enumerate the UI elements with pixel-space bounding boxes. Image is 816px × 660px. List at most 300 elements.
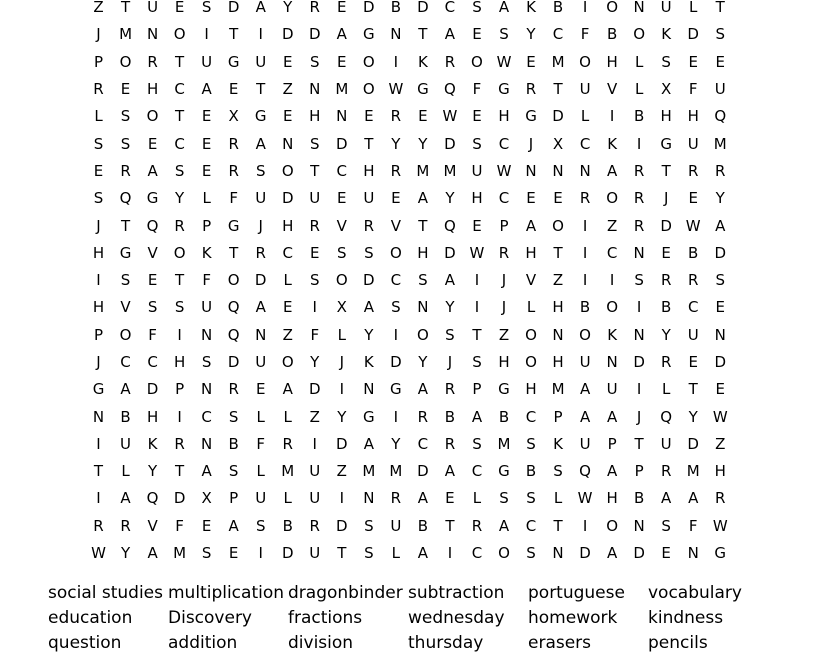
grid-letter: L [202,189,211,208]
grid-letter: E [201,161,212,180]
grid-letter: Y [283,0,293,17]
word-bank-item: thursday [408,633,484,653]
grid-letter: Q [660,407,673,426]
grid-letter: R [228,161,239,180]
grid-letter: N [552,544,564,563]
grid-letter: A [255,298,266,317]
grid-letter: R [471,516,483,535]
grid-letter: T [688,380,698,399]
grid-letter: U [255,189,267,208]
word-bank-item: kindness [648,608,724,628]
grid-letter: L [634,52,644,71]
grid-letter: M [686,462,700,481]
grid-letter: Z [309,407,320,426]
grid-letter: H [687,107,699,126]
grid-letter: B [282,516,293,535]
grid-letter: X [336,298,347,317]
grid-letter: T [175,107,185,126]
grid-letter: T [553,80,563,99]
grid-letter: H [552,298,564,317]
grid-letter: U [147,0,159,17]
grid-letter: I [609,107,615,126]
grid-letter: D [254,271,267,290]
grid-letter: W [91,544,106,563]
grid-letter: O [146,107,159,126]
grid-letter: Y [147,462,158,481]
grid-letter: N [255,325,267,344]
grid-letter: N [417,298,429,317]
grid-letter: E [282,52,293,71]
word-bank-item: vocabulary [648,583,742,603]
grid-letter: W [685,216,701,235]
grid-letter: E [364,107,374,126]
grid-letter: C [417,434,429,453]
grid-letter: A [417,544,429,563]
grid-letter: R [147,52,158,71]
grid-letter: T [120,0,131,17]
grid-letter: D [552,107,564,126]
grid-letter: T [418,25,428,44]
grid-letter: H [282,216,294,235]
grid-letter: U [309,462,321,481]
grid-letter: B [417,516,429,535]
grid-letter: A [661,489,672,508]
grid-letter: S [201,0,212,17]
word-bank-item: portuguese [528,583,625,603]
grid-letter: U [606,380,618,399]
grid-letter: O [362,52,375,71]
grid-letter: R [228,134,239,153]
word-bank-item: subtraction [408,583,505,603]
grid-letter: K [147,434,158,453]
grid-letter: S [93,134,104,153]
grid-letter: Y [418,134,428,153]
grid-letter: G [92,380,105,399]
grid-letter: O [173,25,186,44]
grid-letter: E [472,25,482,44]
grid-letter: U [471,161,483,180]
grid-letter: Y [661,325,671,344]
grid-letter: O [173,243,186,262]
word-bank-item: division [288,633,354,653]
grid-letter: Z [282,80,293,99]
grid-letter: F [256,434,266,453]
grid-letter: I [636,380,642,399]
grid-letter: S [526,489,536,508]
grid-letter: J [501,271,507,290]
grid-letter: M [119,25,133,44]
grid-letter: S [526,544,536,563]
grid-letter: D [660,216,672,235]
grid-letter: S [445,325,455,344]
grid-letter: V [525,271,537,290]
grid-letter: A [498,0,510,17]
grid-letter: A [471,407,483,426]
grid-letter: S [661,52,671,71]
grid-letter: B [525,462,537,481]
grid-letter: A [715,216,726,235]
grid-letter: I [636,298,642,317]
grid-letter: R [660,353,672,371]
grid-letter: P [93,325,104,344]
grid-letter: D [146,380,159,399]
grid-letter: Y [391,134,401,153]
grid-letter: I [474,271,480,290]
grid-letter: S [255,516,266,535]
grid-letter: G [498,462,510,481]
grid-letter: L [283,489,292,508]
grid-letter: P [472,380,482,399]
grid-letter: E [228,544,239,563]
grid-letter: R [715,489,726,508]
grid-letter: E [93,161,104,180]
grid-letter: L [121,462,130,481]
grid-letter: O [471,52,483,71]
grid-letter: N [363,489,375,508]
grid-letter: M [443,161,457,180]
grid-letter: P [175,380,185,399]
grid-letter: N [390,25,402,44]
grid-letter: C [174,134,185,153]
grid-letter: L [337,325,346,344]
grid-letter: R [93,516,104,535]
grid-letter: U [363,189,375,208]
word-bank-item: education [48,608,133,628]
grid-letter: C [201,407,212,426]
grid-letter: B [633,107,645,126]
grid-letter: K [661,25,672,44]
grid-letter: Y [715,189,725,208]
grid-letter: N [714,325,726,344]
grid-letter: R [715,161,726,180]
grid-letter: R [363,216,375,235]
grid-letter: N [525,161,537,180]
word-bank-item: wednesday [408,608,505,628]
grid-letter: S [661,516,671,535]
grid-letter: H [92,298,105,317]
grid-letter: D [417,0,429,17]
grid-letter: R [390,107,402,126]
grid-letter: C [120,353,131,371]
grid-letter: G [227,52,240,71]
grid-letter: M [497,434,511,453]
grid-letter: L [526,298,536,317]
grid-letter: U [255,52,267,71]
grid-letter: E [715,380,725,399]
grid-letter: P [93,52,104,71]
grid-letter: S [93,189,104,208]
grid-letter: I [393,407,399,426]
grid-letter: Q [227,325,240,344]
grid-letter: W [712,407,728,426]
grid-letter: O [362,80,375,99]
grid-letter: I [636,134,642,153]
grid-letter: S [472,0,482,17]
grid-letter: E [282,107,293,126]
grid-letter: H [498,107,510,126]
grid-letter: G [498,80,510,99]
grid-letter: X [661,80,672,99]
grid-letter: U [687,325,699,344]
grid-letter: U [579,353,591,371]
grid-letter: M [389,462,403,481]
grid-letter: C [687,298,699,317]
grid-letter: O [281,353,294,371]
grid-letter: Q [146,489,159,508]
grid-letter: I [258,25,263,44]
grid-letter: D [417,462,429,481]
grid-letter: E [661,544,671,563]
grid-letter: T [553,516,563,535]
grid-letter: I [582,516,588,535]
grid-letter: N [201,380,213,399]
word-bank-item: multiplication [168,583,285,603]
grid-letter: R [93,80,104,99]
grid-letter: N [606,353,618,371]
word-bank-item: addition [168,633,238,653]
grid-letter: S [364,516,374,535]
grid-letter: I [582,243,588,262]
grid-letter: T [634,434,644,453]
grid-letter: D [336,134,348,153]
grid-letter: I [447,544,453,563]
grid-letter: L [634,80,644,99]
grid-letter: Y [391,434,401,453]
grid-letter: S [553,462,563,481]
grid-letter: E [445,489,455,508]
grid-letter: W [388,80,404,99]
grid-letter: T [175,52,185,71]
grid-letter: D [390,353,402,371]
grid-letter: G [363,25,375,44]
grid-letter: N [92,407,105,426]
grid-letter: Y [445,189,455,208]
grid-letter: G [390,380,402,399]
grid-letter: S [499,489,509,508]
grid-letter: U [309,489,321,508]
grid-letter: P [634,462,644,481]
grid-letter: B [688,243,699,262]
grid-letter: L [580,107,590,126]
grid-letter: U [660,434,672,453]
grid-letter: S [310,271,320,290]
grid-letter: S [310,52,320,71]
grid-letter: B [661,298,672,317]
grid-letter: R [687,271,699,290]
grid-letter: Z [552,271,564,290]
grid-letter: W [577,489,593,508]
grid-letter: E [688,189,698,208]
grid-letter: I [204,25,209,44]
grid-letter: E [228,80,239,99]
grid-letter: A [255,0,266,17]
grid-letter: R [444,52,456,71]
grid-letter: K [607,325,618,344]
grid-letter: C [498,189,510,208]
grid-letter: I [258,544,263,563]
grid-letter: A [579,380,591,399]
grid-letter: D [281,544,294,563]
grid-letter: Q [146,216,159,235]
grid-letter: A [363,434,374,453]
grid-letter: J [96,216,101,235]
grid-letter: D [633,353,645,371]
word-bank-item: social studies [48,583,163,603]
grid-letter: E [147,134,158,153]
grid-letter: H [525,243,537,262]
grid-letter: V [147,516,158,535]
word-bank-item: erasers [528,633,592,653]
word-bank-item: homework [528,608,618,628]
grid-letter: F [472,80,482,99]
grid-letter: R [660,271,672,290]
grid-letter: K [553,434,563,453]
grid-letter: Y [688,407,698,426]
grid-letter: C [282,243,293,262]
grid-letter: N [336,107,348,126]
grid-letter: M [713,134,727,153]
grid-letter: U [579,80,591,99]
grid-letter: D [363,271,375,290]
grid-letter: A [444,462,456,481]
grid-letter: Q [227,298,240,317]
grid-letter: A [498,516,510,535]
grid-letter: W [442,107,458,126]
grid-letter: S [147,298,158,317]
grid-letter: A [201,462,212,481]
grid-letter: E [201,107,212,126]
grid-letter: U [309,544,321,563]
grid-letter: L [689,0,698,17]
grid-letter: D [281,189,294,208]
grid-letter: A [606,462,618,481]
grid-letter: J [258,216,263,235]
grid-letter: R [417,407,429,426]
grid-letter: F [688,516,698,535]
grid-letter: N [363,380,375,399]
grid-letter: R [579,189,591,208]
grid-letter: M [551,380,565,399]
grid-letter: B [390,0,401,17]
grid-letter: A [282,380,293,399]
grid-letter: M [551,52,565,71]
grid-letter: E [715,298,725,317]
grid-letter: R [120,161,131,180]
grid-letter: H [498,353,510,371]
grid-letter: L [661,380,671,399]
grid-letter: B [606,25,618,44]
grid-letter: C [390,271,402,290]
grid-letter: E [418,107,428,126]
grid-letter: L [283,407,292,426]
grid-letter: W [496,161,512,180]
grid-letter: E [147,271,158,290]
grid-letter: R [525,80,537,99]
grid-letter: R [309,516,320,535]
grid-letter: S [715,271,725,290]
grid-letter: T [229,25,239,44]
grid-letter: A [606,407,618,426]
grid-letter: C [525,407,537,426]
grid-letter: C [525,516,537,535]
grid-letter: M [416,161,430,180]
grid-letter: T [256,80,266,99]
grid-letter: M [173,544,187,563]
grid-letter: E [174,0,185,17]
grid-letter: R [282,434,293,453]
grid-letter: Y [445,298,455,317]
grid-letter: O [579,52,591,71]
grid-letter: U [390,516,402,535]
grid-letter: Y [526,25,536,44]
grid-letter: U [714,80,726,99]
grid-letter: N [633,325,645,344]
grid-letter: H [660,107,672,126]
grid-letter: D [308,25,321,44]
grid-letter: U [309,189,321,208]
grid-letter: I [393,325,399,344]
grid-letter: N [309,80,321,99]
grid-letter: Z [606,216,618,235]
grid-letter: H [146,407,159,426]
grid-letter: I [393,52,399,71]
grid-letter: O [281,161,294,180]
grid-letter: V [147,243,158,262]
grid-letter: C [174,80,185,99]
grid-letter: I [474,298,480,317]
grid-letter: N [579,161,591,180]
grid-letter: O [119,325,132,344]
grid-letter: O [416,325,429,344]
grid-letter: D [363,0,375,17]
grid-letter: S [120,271,131,290]
grid-letter: A [525,216,537,235]
grid-letter: D [336,516,348,535]
grid-letter: Q [579,462,591,481]
grid-letter: H [146,80,159,99]
grid-letter: F [175,516,184,535]
grid-letter: A [606,544,618,563]
grid-letter: A [363,298,374,317]
grid-letter: I [582,271,588,290]
grid-letter: K [526,0,536,17]
grid-letter: H [606,489,618,508]
grid-letter: L [472,489,482,508]
grid-letter: I [609,271,615,290]
grid-letter: C [471,462,483,481]
grid-letter: G [498,380,510,399]
grid-letter: N [201,325,213,344]
grid-letter: A [120,489,131,508]
grid-letter: S [120,134,131,153]
grid-letter: J [96,353,101,371]
grid-letter: D [579,544,591,563]
grid-letter: N [687,544,699,563]
grid-letter: R [687,161,699,180]
grid-letter: E [282,298,293,317]
grid-letter: R [174,434,185,453]
grid-letter: I [312,434,317,453]
grid-letter: U [687,134,699,153]
grid-letter: C [471,544,483,563]
grid-letter: R [633,161,645,180]
grid-letter: Y [337,407,347,426]
grid-letter: T [445,516,455,535]
grid-letter: D [633,544,645,563]
grid-letter: C [444,0,456,17]
grid-letter: O [606,189,619,208]
grid-letter: H [417,243,429,262]
